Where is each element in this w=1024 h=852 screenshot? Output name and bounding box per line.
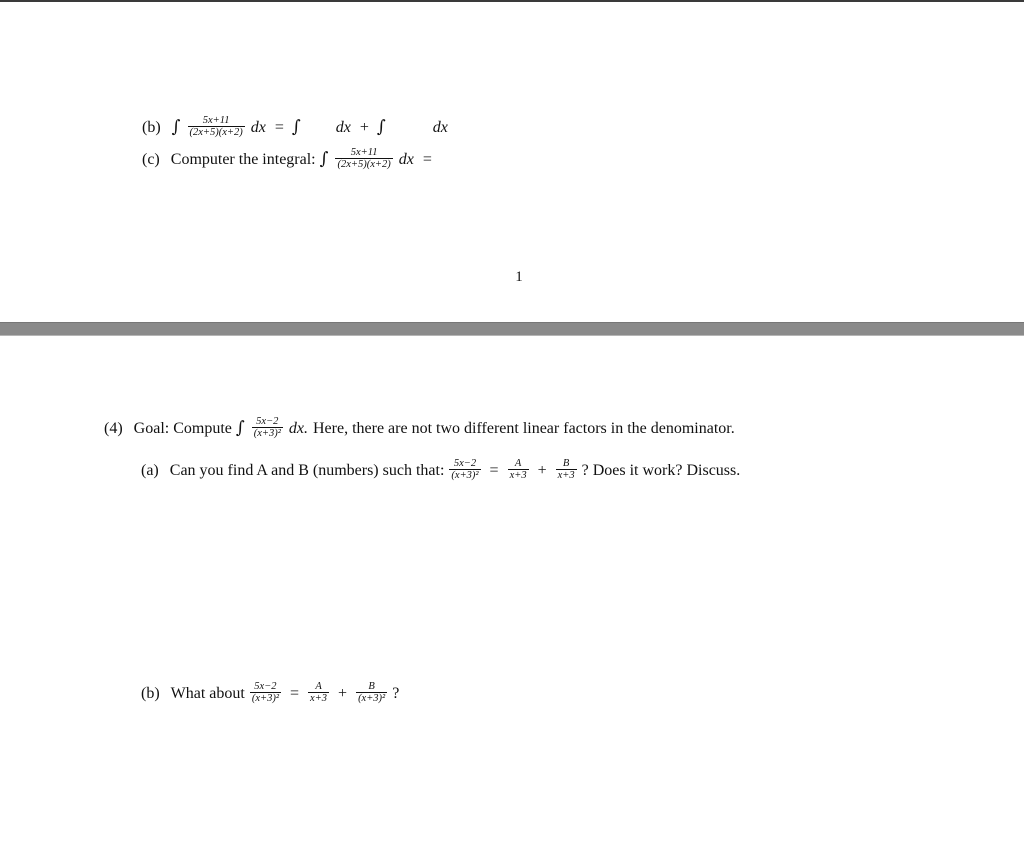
part-b-line (142, 116, 451, 139)
fraction-denominator: (2x+5)(x+2) (337, 159, 391, 170)
fraction-denominator: x+3 (310, 693, 328, 704)
fraction-numerator: A (514, 458, 522, 469)
fraction-denominator: (x+3)² (451, 470, 479, 481)
fraction-denominator: (x+3)² (253, 428, 281, 439)
pdf-page-2 (0, 336, 1024, 852)
fraction-denominator: x+3 (509, 470, 527, 481)
page-number: 1 (515, 269, 523, 285)
fraction (188, 115, 245, 138)
pdf-page-1 (0, 2, 1024, 322)
part-a-text-before: Can you find A and B (numbers) such that: (169, 461, 445, 479)
equals-sign: = (489, 461, 499, 479)
differential: dx. (288, 419, 308, 437)
part-b-text-after: ? (392, 684, 400, 702)
part-a-line (141, 459, 742, 482)
part-b-label: (b) (141, 684, 160, 702)
part-b-line-page-2 (141, 682, 401, 705)
fraction (308, 681, 329, 704)
fraction (252, 416, 283, 439)
part-a-label: (a) (141, 461, 159, 479)
fraction (508, 458, 529, 481)
fraction-numerator: 5x−2 (254, 681, 277, 692)
plus-sign: + (359, 118, 369, 136)
plus-sign: + (537, 461, 547, 479)
equals-sign: = (422, 150, 432, 168)
fraction (335, 147, 392, 170)
plus-sign: + (338, 684, 348, 702)
fraction-denominator: x+3 (557, 470, 575, 481)
differential: dx (335, 118, 351, 136)
fraction-denominator: (2x+5)(x+2) (189, 127, 243, 138)
fraction-numerator: 5x−2 (256, 416, 279, 427)
fraction-numerator: 5x+11 (202, 115, 230, 126)
fraction-denominator: (x+3)² (251, 693, 279, 704)
fraction (449, 458, 480, 481)
fraction-numerator: B (368, 681, 375, 692)
fraction-numerator: B (562, 458, 570, 469)
part-c-label: (c) (142, 150, 160, 168)
equals-sign: = (274, 118, 284, 136)
integral-sign: ∫ (235, 417, 245, 438)
problem-4-line (104, 417, 737, 440)
fraction (556, 458, 577, 481)
fraction (356, 681, 387, 704)
differential: dx (398, 150, 414, 168)
fraction-numerator: 5x+11 (350, 147, 378, 158)
part-a-text-after: ? Does it work? Discuss. (581, 461, 741, 479)
fraction-denominator: (x+3)² (358, 693, 386, 704)
part-c-line (142, 148, 438, 171)
problem-4-text-after: Here, there are not two different linear factors in the denominator. (312, 419, 735, 437)
fraction-numerator: 5x−2 (453, 458, 477, 469)
part-b-label: (b) (142, 118, 161, 136)
integral-sign: ∫ (319, 148, 329, 169)
fraction-numerator: A (315, 681, 322, 692)
integral-sign: ∫ (171, 116, 181, 137)
equals-sign: = (290, 684, 300, 702)
part-c-text: Computer the integral: (170, 150, 316, 168)
problem-4-text-before: Goal: Compute (133, 419, 232, 437)
part-b-text-before: What about (170, 684, 245, 702)
integral-sign: ∫ (376, 116, 386, 137)
differential: dx (250, 118, 266, 136)
page-separator (0, 322, 1024, 336)
integral-sign: ∫ (291, 116, 301, 137)
problem-4-label: (4) (104, 419, 123, 437)
differential: dx (432, 118, 448, 136)
fraction (250, 681, 281, 704)
